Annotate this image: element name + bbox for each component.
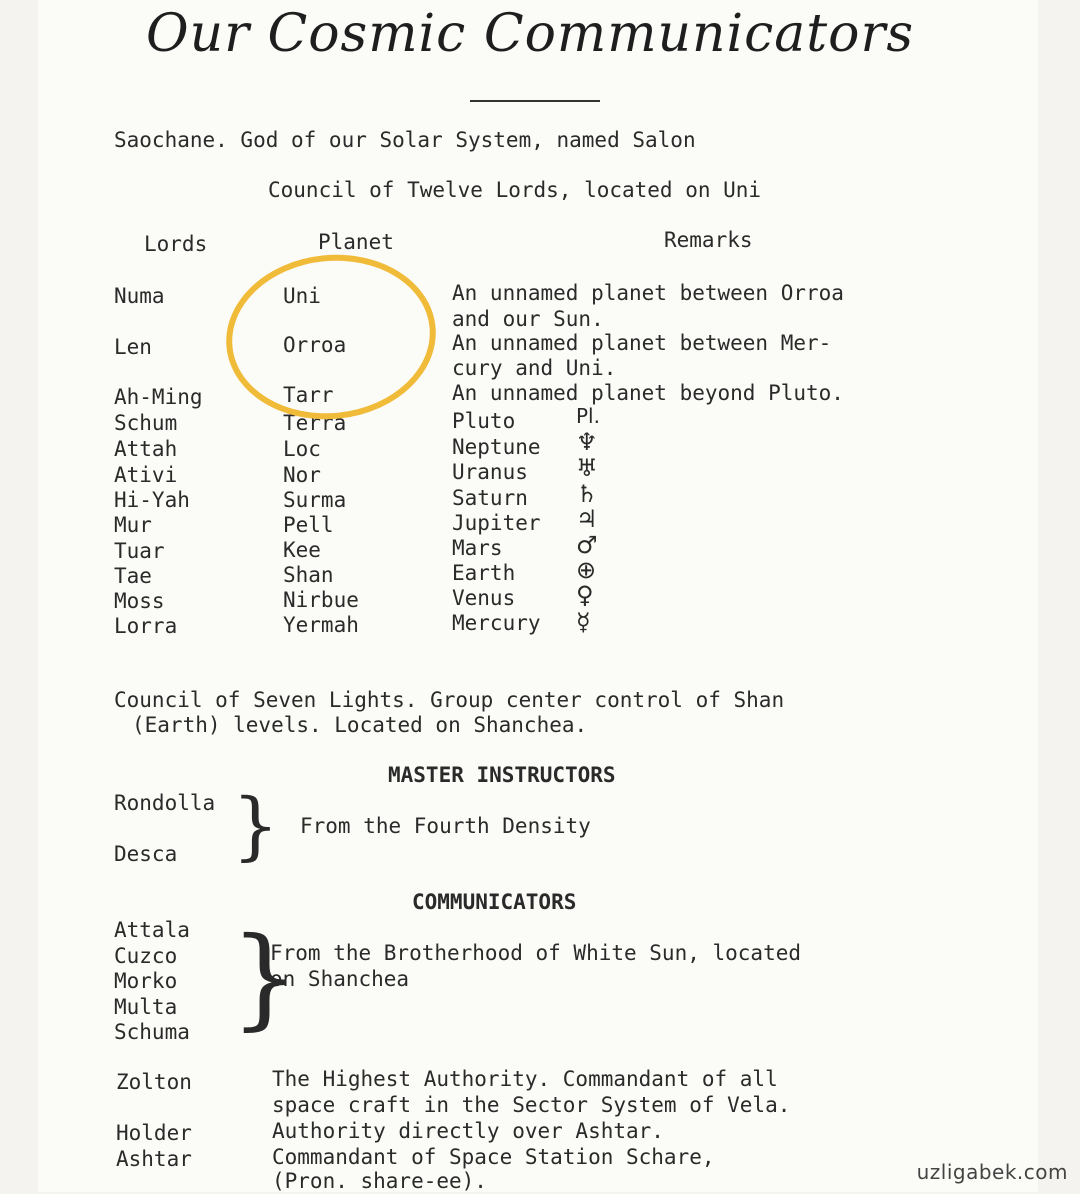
master-instructors-heading: MASTER INSTRUCTORS [388, 763, 616, 787]
communicator-name: Schuma [114, 1020, 190, 1044]
master-brace: } [232, 783, 280, 869]
planet-name: Loc [283, 437, 321, 461]
master-name: Rondolla [114, 791, 216, 815]
remark-text: Jupiter [452, 511, 541, 535]
communicator-name: Multa [114, 995, 178, 1019]
authority-name: Zolton [116, 1070, 192, 1094]
saturn-symbol-icon: ♄ [576, 480, 598, 508]
council-twelve-line: Council of Twelve Lords, located on Uni [268, 178, 762, 202]
planet-name: Orroa [283, 333, 347, 357]
remark-text-cont: and our Sun. [452, 307, 604, 331]
uranus-symbol-icon: ♅ [576, 454, 598, 482]
planet-name: Uni [283, 284, 321, 308]
authority-line-cont: space craft in the Sector System of Vela. [272, 1093, 791, 1117]
page-title: Our Cosmic Communicators [145, 4, 915, 64]
earth-symbol-icon: ⊕ [576, 556, 597, 584]
council-seven-line-1: Council of Seven Lights. Group center control of Shan [114, 688, 785, 712]
planet-name: Tarr [283, 383, 334, 407]
remark-text: Neptune [452, 435, 541, 459]
remark-text: Mars [452, 536, 503, 560]
remark-text: Venus [452, 586, 516, 610]
lord-name: Schum [114, 411, 178, 435]
lord-name: Ativi [114, 463, 178, 487]
title-divider [470, 100, 600, 102]
remark-text-cont: cury and Uni. [452, 356, 617, 380]
communicators-note-2: on Shanchea [270, 967, 410, 991]
intro-line: Saochane. God of our Solar System, named Salon [114, 128, 696, 152]
communicator-name: Cuzco [114, 944, 178, 968]
authority-line: The Highest Authority. Commandant of all [272, 1067, 778, 1091]
lord-name: Hi-Yah [114, 488, 190, 512]
remark-text: Uranus [452, 460, 528, 484]
lord-name: Len [114, 335, 152, 359]
neptune-symbol-icon: ♆ [576, 428, 598, 456]
planet-name: Nor [283, 463, 321, 487]
planet-name: Kee [283, 538, 321, 562]
authority-line-cont: (Pron. share-ee). [272, 1169, 487, 1193]
master-note: From the Fourth Density [300, 814, 591, 838]
authority-name: Holder [116, 1121, 192, 1145]
lord-name: Attah [114, 437, 178, 461]
lord-name: Numa [114, 284, 165, 308]
authority-name: Ashtar [116, 1147, 192, 1171]
remark-text: Pluto [452, 409, 516, 433]
lord-name: Lorra [114, 614, 178, 638]
planet-name: Nirbue [283, 588, 359, 612]
watermark: uzligabek.com [916, 1160, 1068, 1184]
communicators-heading: COMMUNICATORS [412, 890, 577, 914]
communicators-note-1: From the Brotherhood of White Sun, located [270, 941, 802, 965]
lord-name: Ah-Ming [114, 385, 203, 409]
planet-name: Surma [283, 488, 347, 512]
lord-name: Moss [114, 589, 165, 613]
remark-text: An unnamed planet beyond Pluto. [452, 381, 844, 405]
remark-text: Earth [452, 561, 516, 585]
header-planet: Planet [318, 230, 394, 254]
jupiter-symbol-icon: ♃ [576, 505, 598, 533]
venus-symbol-icon: ♀ [576, 581, 594, 609]
lord-name: Mur [114, 513, 152, 537]
planet-name: Pell [283, 513, 334, 537]
authority-line: Commandant of Space Station Schare, [272, 1145, 715, 1169]
pluto-symbol-icon: Pl. [576, 404, 600, 428]
planet-name: Yermah [283, 613, 359, 637]
communicators-brace: } [230, 913, 300, 1041]
communicator-name: Morko [114, 969, 178, 993]
planet-name: Terra [283, 411, 347, 435]
remark-text: An unnamed planet between Orroa [452, 281, 844, 305]
lord-name: Tae [114, 564, 152, 588]
header-lords: Lords [144, 232, 208, 256]
header-remarks: Remarks [664, 228, 753, 252]
authority-line: Authority directly over Ashtar. [272, 1119, 664, 1143]
communicator-name: Attala [114, 918, 190, 942]
mars-symbol-icon: ♂ [576, 531, 598, 559]
lord-name: Tuar [114, 539, 165, 563]
mercury-symbol-icon: ☿ [576, 608, 591, 636]
remark-text: Mercury [452, 611, 541, 635]
remark-text: Saturn [452, 486, 528, 510]
remark-text: An unnamed planet between Mer- [452, 331, 832, 355]
planet-name: Shan [283, 563, 334, 587]
council-seven-line-2: (Earth) levels. Located on Shanchea. [132, 713, 588, 737]
master-name: Desca [114, 842, 178, 866]
